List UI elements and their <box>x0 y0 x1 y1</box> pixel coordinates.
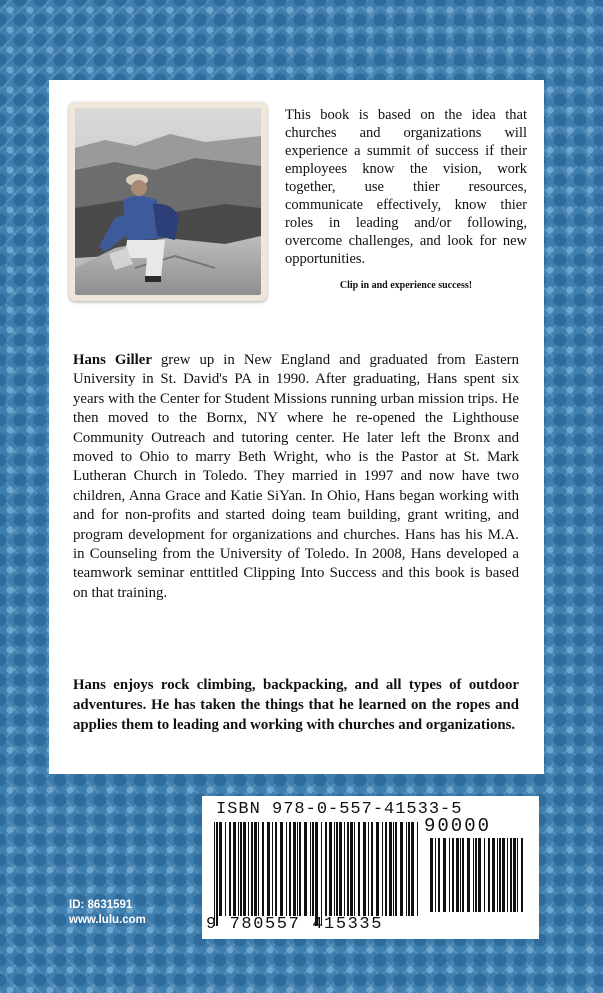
barcode-bar <box>435 838 436 912</box>
barcode-bar <box>315 822 318 926</box>
barcode-bar <box>467 838 470 912</box>
barcode-bar <box>492 838 495 912</box>
author-bio <box>73 351 519 603</box>
barcode-bar <box>214 822 215 926</box>
barcode-bar <box>473 838 474 912</box>
barcode-bar <box>312 822 314 916</box>
barcode-bar <box>286 822 287 916</box>
barcode-digits: 9 780557 415335 <box>206 915 384 934</box>
barcode-bar <box>385 822 387 916</box>
barcode-bar <box>475 838 477 912</box>
barcode-bar <box>478 838 481 912</box>
barcode-bar <box>517 838 518 912</box>
barcode-bar <box>293 822 296 916</box>
barcode-bar <box>225 822 226 916</box>
barcode-bar <box>304 822 307 916</box>
barcode-bar <box>510 838 512 912</box>
publisher-id: ID: 8631591 <box>69 899 133 911</box>
publisher-info <box>69 898 146 928</box>
tagline: Clip in and experience success! <box>339 280 473 291</box>
barcode-bar <box>280 822 283 916</box>
barcode-bar <box>411 822 414 916</box>
author-hobbies: Hans enjoys rock climbing, backpacking, and all types of outdoor adventures. He has taken the things that he learned on the ropes and applies them to leading and working with churches and organizations. <box>73 677 519 733</box>
barcode-bar <box>371 822 373 916</box>
barcode-bar <box>267 822 270 916</box>
barcode-bar <box>299 822 301 916</box>
publisher-url: www.lulu.com <box>69 914 146 926</box>
barcode-bar <box>240 822 242 916</box>
barcode-bar <box>513 838 516 912</box>
barcode-bar <box>258 822 259 916</box>
barcode-bar <box>417 822 418 916</box>
addon-barcode-icon <box>430 838 530 932</box>
barcode-bar <box>497 838 498 912</box>
barcode-bar <box>488 838 490 912</box>
barcode-bar <box>347 822 349 916</box>
barcode-bar <box>238 822 239 916</box>
barcode-bar <box>262 822 264 916</box>
barcode-bar <box>438 838 440 912</box>
barcode-bar <box>368 822 369 916</box>
barcode-bar <box>393 822 394 916</box>
intro-paragraph: This book is based on the idea that churches and organizations will experience a summit of success if their employees know the vision, work together, use thier resources, communicate effectively, know thier roles in leading and/or following, overcome challenges, and look for new opportunities. <box>285 107 527 267</box>
barcode-bar <box>363 822 366 916</box>
barcode-bar <box>382 822 383 916</box>
barcode-bar <box>460 838 461 912</box>
isbn-barcode-box <box>202 796 539 939</box>
barcode-bar <box>334 822 335 916</box>
author-photo <box>75 108 261 295</box>
barcode-bar <box>233 822 236 916</box>
barcode-bar <box>400 822 403 916</box>
barcode-bar <box>406 822 407 916</box>
bio-text: grew up in New England and graduated from Eastern University in St. David's PA in 1990. After graduating, Hans spent six years with the Center for Student Missions running urban mission trips. He then moved to the Bornx, NY where he re-opened the Lighthouse Community Outreach and tutoring center. He later left the Bronx and moved to Ohio to marry Beth Wright, who is the Pastor at St. Mark Lutheran Church in Toledo. They married in 1997 and now have two children, Anna Grace and Katie SiYan. In Ohio, Hans began working with and for non-profits and started doing team building, grant writing, and program development for organizations and churches. Hans has his M.A. in Counseling from the University of Toledo. In 2008, Hans developed a teamwork seminar enttitled Clipping Into Success and this book is based on that training. <box>73 352 519 601</box>
barcode-bar <box>521 838 523 912</box>
barcode-bar <box>243 822 246 916</box>
author-name: Hans Giller <box>73 352 152 368</box>
barcode-bar <box>507 838 508 912</box>
isbn-label: ISBN 978-0-557-41533-5 <box>216 800 463 819</box>
barcode-bar <box>321 822 322 926</box>
barcode-bar <box>339 822 342 916</box>
barcode-bar <box>456 838 459 912</box>
barcode-bar <box>289 822 291 916</box>
barcode-bar <box>350 822 353 916</box>
barcode-bar <box>395 822 397 916</box>
barcode-bar <box>449 838 450 912</box>
barcode-bar <box>389 822 392 916</box>
barcode-bar <box>354 822 355 916</box>
barcode-bar <box>376 822 379 916</box>
barcode-bar <box>219 822 222 916</box>
barcode-bar <box>336 822 338 916</box>
barcode-bar <box>251 822 253 916</box>
barcode-bar <box>216 822 218 926</box>
barcode-bar <box>272 822 273 916</box>
barcode-bar <box>229 822 231 916</box>
content-panel <box>49 80 544 774</box>
barcode-bar <box>358 822 360 916</box>
author-photo-frame <box>69 102 267 301</box>
barcode-bar <box>275 822 277 916</box>
barcode-bar <box>310 822 311 916</box>
barcode-bar <box>329 822 332 916</box>
barcode-bar <box>344 822 345 916</box>
barcode-bar <box>325 822 327 916</box>
barcode-bar <box>452 838 454 912</box>
barcode-bar <box>443 838 446 912</box>
barcode-bar <box>484 838 485 912</box>
barcode-bar <box>297 822 298 916</box>
barcode-bar <box>502 838 505 912</box>
barcode-bar <box>430 838 433 912</box>
barcode-bar <box>254 822 257 916</box>
barcode-bar <box>499 838 501 912</box>
barcode-bar <box>248 822 249 916</box>
barcode-bar <box>462 838 464 912</box>
price-code: 90000 <box>424 815 492 837</box>
barcode-bar <box>408 822 410 916</box>
